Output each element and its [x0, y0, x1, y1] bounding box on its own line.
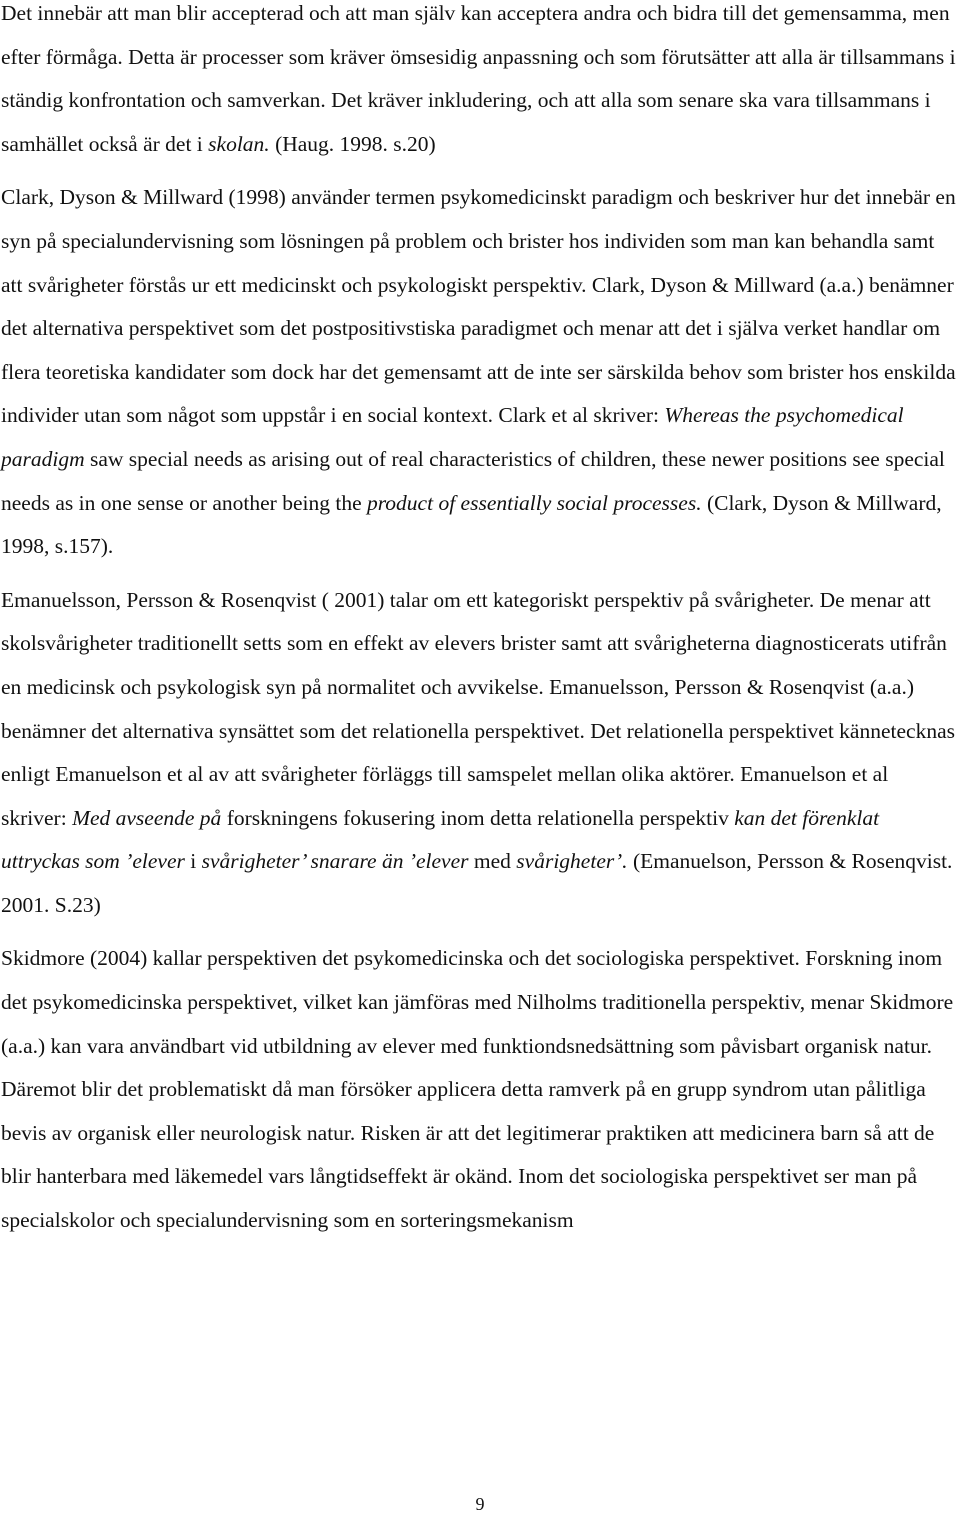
paragraph-clark [1, 176, 956, 568]
page-number: 9 [475, 1494, 485, 1514]
quote-italic: Med avseende på [72, 805, 222, 830]
quote-text: i [184, 849, 202, 874]
paragraph-skidmore [1, 937, 956, 1242]
quote-italic: svårigheter’. [516, 849, 633, 874]
paragraph-text: Skidmore (2004) kallar perspektiven det psykomedicinska och det sociologiska perspektivet. Forskning inom det psykomedicinska perspektivet, vilket kan jämföras med Nilholms traditionella perspektiv, menar Skidmore (a.a.) kan vara användbart vid utbildning av elever med funktiondsnedsättning som påvisbart organisk natur. Däremot blir det problematiskt då man försöker applicera detta ramverk på en grupp syndrom utan pålitliga bevis av organisk eller neurologisk natur. Risken är att det legitimerar praktiken att medicinera barn så att de blir hanterbara med läkemedel vars långtidseffekt är okänd. Inom det sociologiska perspektivet ser man på specialskolor och specialundervisning som en sorteringsmekanism [1, 946, 954, 1233]
paragraph-emanuelsson [1, 579, 956, 928]
citation: (Haug. 1998. s.20) [275, 131, 436, 156]
quote-italic: svårigheter’ snarare än ’elever [201, 849, 469, 874]
paragraph-italic: skolan. [208, 131, 276, 156]
quote-italic: Whereas the psychomedical paradigm [1, 403, 904, 471]
citation: (Emanuelson, Persson & Rosenqvist. 2001. S.23) [1, 849, 953, 917]
paragraph-text: Det innebär att man blir accepterad och att man själv kan acceptera andra och bidra till det gemensamma, men efter förmåga. Detta är processer som kräver ömsesidig anpassning och som förutsätter att alla är tillsammans i ständig konfrontation och samverkan. Det kräver inkludering, och att alla som senare ska vara tillsammans i samhället också är det i [1, 1, 956, 156]
quote-italic: product of essentially social processes. [366, 490, 707, 515]
quote-text: forskningens fokusering inom detta relationella perspektiv [221, 805, 735, 830]
quote-text: saw special needs as arising out of real characteristics of children, these newer positions see special needs as in one sense or another being the [1, 446, 945, 515]
paragraph-haug [1, 0, 956, 166]
citation: (Clark, Dyson & Millward, 1998, s.157). [1, 490, 942, 559]
paragraph-text: Emanuelsson, Persson & Rosenqvist ( 2001) talar om ett kategoriskt perspektiv på svårigheter. De menar att skolsvårigheter traditionellt setts som en effekt av elevers brister samt att svårigheterna diagnosticerats utifrån en medicinsk och psykologisk syn på normalitet och avvikelse. Emanuelsson, Persson & Rosenqvist (a.a.) benämner det alternativa synsättet som det relationella perspektivet. Det relationella perspektivet kännetecknas enligt Emanuelson et al av att svårigheter förläggs till samspelet mellan olika aktörer. Emanuelson et al skriver: [1, 587, 955, 830]
paragraph-text: Clark, Dyson & Millward (1998) använder termen psykomedicinskt paradigm och beskriver hur det innebär en syn på specialundervisning som lösningen på problem och brister hos individen som man kan behandla samt att svårigheter förstås ur ett medicinskt och psykologiskt perspektiv. Clark, Dyson & Millward (a.a.) benämner det alternativa perspektivet som det postpositivstiska paradigmet och menar att det i själva verket handlar om flera teoretiska kandidater som dock har det gemensamt att de inte ser särskilda behov som brister hos enskilda individer utan som något som uppstår i en social kontext. Clark et al skriver: [1, 185, 956, 428]
quote-text: med [468, 849, 517, 874]
quote-italic: kan det förenklat uttryckas som ’elever [1, 805, 880, 874]
